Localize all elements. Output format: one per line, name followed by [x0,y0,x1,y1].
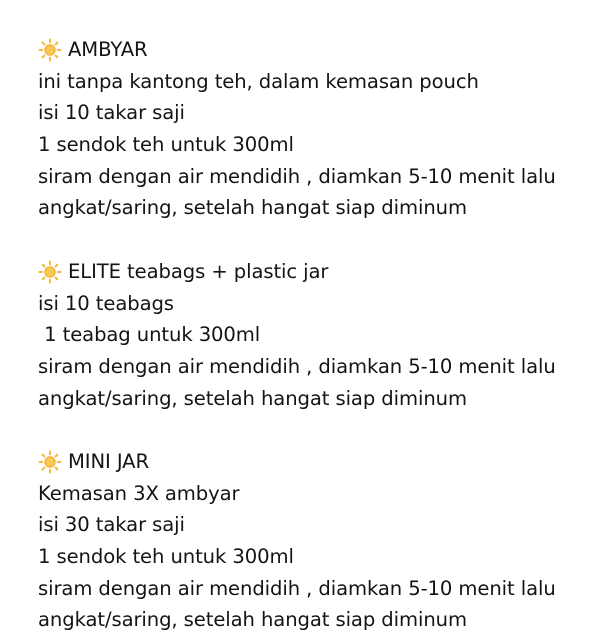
sun-icon [38,260,62,284]
text-line: isi 10 takar saji [38,101,185,125]
sun-icon [38,450,62,474]
blank-line [38,224,608,256]
text-line: siram dengan air mendidih , diamkan 5-10 menit lalu [38,576,556,600]
text-line: Kemasan 3X ambyar [38,481,240,505]
section-heading-mini-jar [38,446,608,478]
text-line: siram dengan air mendidih , diamkan 5-10 menit lalu [38,164,556,188]
text-line: siram dengan air mendidih , diamkan 5-10 menit lalu [38,354,556,378]
text-line: isi 10 teabags [38,291,174,315]
text-line: 1 teabag untuk 300ml [38,323,261,347]
sun-icon [38,38,62,62]
text-line: 1 sendok teh untuk 300ml [38,133,294,157]
blank-line [38,414,608,446]
text-line: isi 30 takar saji [38,513,185,537]
section-heading-elite [38,256,608,288]
section-title: ELITE teabags + plastic jar [68,259,329,283]
text-line: angkat/saring, setelah hangat siap diminum [38,608,467,632]
section-title: AMBYAR [68,38,148,61]
text-line: angkat/saring, setelah hangat siap diminum [38,196,467,220]
section-title: MINI JAR [68,449,150,473]
text-line: angkat/saring, setelah hangat siap diminum [38,386,467,410]
text-line: ini tanpa kantong teh, dalam kemasan pouch [38,69,479,93]
notes-text [38,34,608,636]
text-line: 1 sendok teh untuk 300ml [38,545,294,568]
section-heading-ambyar [38,34,608,66]
